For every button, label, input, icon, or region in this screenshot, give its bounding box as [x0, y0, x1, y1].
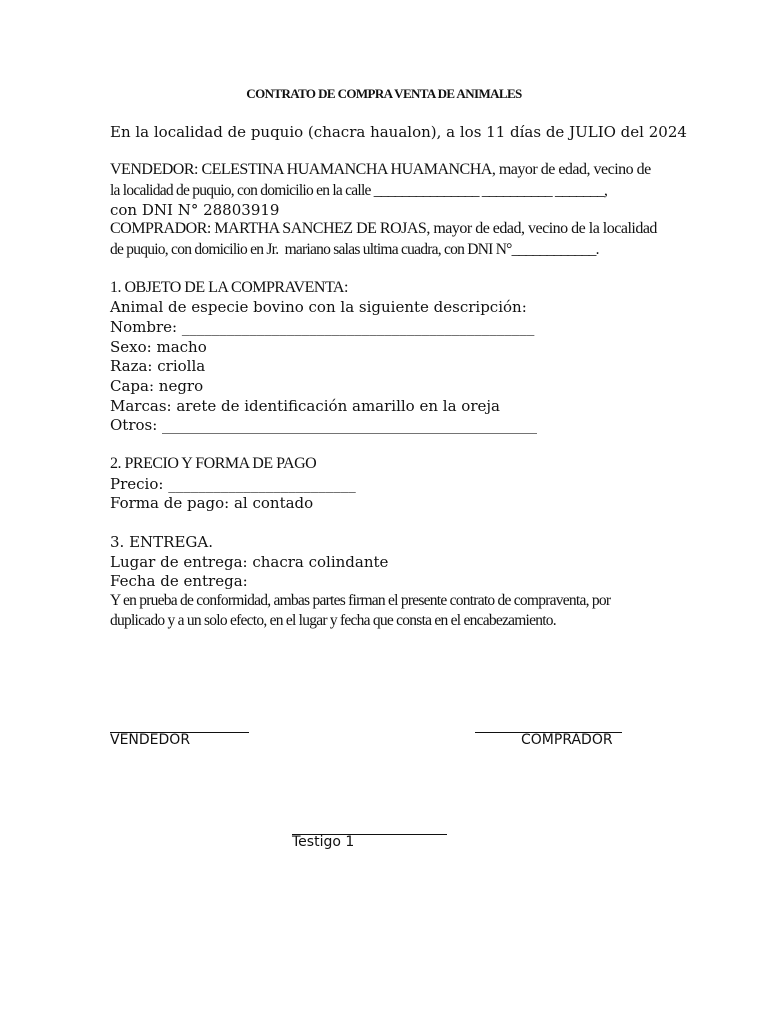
entrega-fecha: Fecha de entrega: [110, 572, 248, 590]
vendedor-line-3: con DNI N° 28803919 [110, 201, 280, 219]
precio-value: Precio: _________________________ [110, 475, 356, 493]
comprador-signature-label: COMPRADOR [521, 732, 613, 748]
comprador-line-1: COMPRADOR: MARTHA SANCHEZ DE ROJAS, mayor de edad, vecino de la localidad [110, 220, 657, 237]
objeto-sexo: Sexo: macho [110, 338, 207, 356]
objeto-nombre: Nombre: _______________________________________________ [110, 318, 535, 336]
vendedor-line-1: VENDEDOR: CELESTINA HUAMANCHA HUAMANCHA, mayor de edad, vecino de [110, 161, 651, 178]
entrega-heading: 3. ENTREGA. [110, 533, 213, 551]
objeto-capa: Capa: negro [110, 377, 204, 395]
vendedor-signature-label: VENDEDOR [110, 732, 191, 748]
comprador-line-2: de puquio, con domicilio en Jr. mariano salas ultima cuadra, con DNI N°____________. [110, 241, 599, 258]
testigo-signature-label: Testigo 1 [292, 834, 355, 850]
intro-text: En la localidad de puquio (chacra haualon), a los 11 días de JULIO del 2024 [110, 123, 687, 141]
objeto-marcas: Marcas: arete de identificación amarillo en la oreja [110, 397, 500, 415]
vendedor-line-2: la localidad de puquio, con domicilio en la calle _______________ __________ _______, [110, 182, 608, 199]
conformidad-line-1: Y en prueba de conformidad, ambas partes firman el presente contrato de compraventa, por [110, 592, 611, 609]
forma-pago: Forma de pago: al contado [110, 494, 314, 512]
objeto-heading: 1. OBJETO DE LA COMPRAVENTA: [110, 279, 348, 296]
document-title: CONTRATO DE COMPRA VENTA DE ANIMALES [246, 86, 522, 101]
entrega-lugar: Lugar de entrega: chacra colindante [110, 553, 389, 571]
objeto-raza: Raza: criolla [110, 357, 206, 375]
objeto-otros: Otros: __________________________________________________ [110, 416, 538, 434]
objeto-description: Animal de especie bovino con la siguiente descripción: [110, 298, 527, 316]
conformidad-line-2: duplicado y a un solo efecto, en el lugar y fecha que consta en el encabezamiento. [110, 612, 556, 629]
precio-heading: 2. PRECIO Y FORMA DE PAGO [110, 455, 317, 472]
